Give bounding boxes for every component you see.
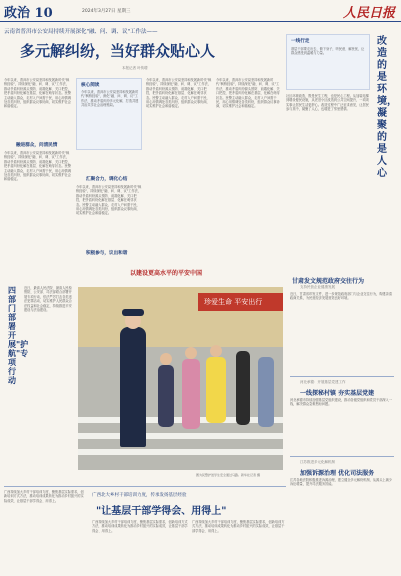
right-lower-body-3: 江苏各地法院积极推进诉源治理，建立健全多元解纷机制，从源头上减少诉讼增量，提升司法服务效能。 xyxy=(290,478,392,487)
masthead xyxy=(0,0,401,22)
right-lower-title-2: 一线探秘村镇 夯实基层党建 xyxy=(300,390,375,397)
issue-date: 2024年3月27日 星期三 xyxy=(82,9,131,14)
right-lower-body-1: 近日，甘肃省印发文件，进一步规范政府部门与企业交往行为，构建亲清政商关系，为民营经济发展营造良好环境。 xyxy=(290,292,392,301)
bottom-left-body: 广西持续加大乡村干部培训力度，聚焦基层实际需求，创新培训方式方法，推动培训成果转化为推动乡村振兴的实际成效，让基层干部学得会、用得上。 xyxy=(4,490,84,503)
photo-sign xyxy=(198,293,283,311)
child-figure-2 xyxy=(182,359,200,429)
bottom-kicker: 广西北大乡村干部培训力度，传承发扬基层经验 xyxy=(92,493,187,498)
line-note-text: 基层干部要走出去，俯下身子，听民意、解民忧，让群众感受到温暖与力量。 xyxy=(291,47,365,56)
right-lower-body-2: 河北承德市持续加强基层党组织建设，推动各级党组织和党员干部深入一线，解决群众急难愁盼问题。 xyxy=(290,398,392,407)
lead-subhead-1: 融进群众，问清民情 xyxy=(16,143,58,148)
right-lower-sub-3: 江苏推进多元化解机制 xyxy=(300,460,335,464)
photo-caption: 图为民警护送学生安全通过马路。新华社记者 摄 xyxy=(196,473,260,477)
column-body: 社区环境改造，既是民生工程，也是民心工程。从加装电梯到增设便民设施，从老旧小区改造到公共空间提升，一项项实事让居民生活更舒心。改造过程中广泛征求意见，让居民参与其中，凝聚了人心，也增进了邻里感情。 xyxy=(286,94,369,112)
photo-sign-text: 珍爱生命 平安出行 xyxy=(204,298,263,306)
bottom-title: "让基层干部学得会、用得上" xyxy=(96,506,227,517)
lead-subhead-2: 汇聚合力，调化心结 xyxy=(86,177,128,182)
officer-figure xyxy=(120,327,146,447)
right-lower-sub-2: 河北承德：开展基层党建工作 xyxy=(300,380,346,384)
right-lower-title-1: 甘肃发文规范政府交往行为 xyxy=(292,278,365,285)
right-lower-title-3: 加强诉源治理 优化司法服务 xyxy=(300,470,375,477)
lead-body-col2: 今年以来，普洱市公安局坚持和发展新时代"枫桥经验"，持续深化"融、问、调、议"工作法，推动矛盾纠纷源头预防、前端化解、关口把控，把矛盾纠纷化解在基层、化解在萌芽状态。民警主动融入群众，走村入户问需于民，用心用情调处各类纠纷，组织群众议事协商，切实维护社会和谐稳定。 xyxy=(76,185,142,216)
core-reading-box xyxy=(76,78,142,150)
line-note-title: 一线行走 xyxy=(291,39,310,44)
lead-subhead-3: 积极参与，议出和谐 xyxy=(86,251,128,256)
divider xyxy=(290,376,394,377)
column-title: 改造的是环境，凝聚的是人心 xyxy=(377,36,397,179)
left-lower-body: 近日，最高人民法院、最高人民检察院、公安部、司法部联合部署开展专项行动，依法严厉打击各类违法犯罪活动，切实维护人民群众合法权益和社会稳定，持续推进平安建设与法治建设。 xyxy=(24,286,72,313)
photo-banner: 以建设更高水平的平安中国 xyxy=(130,270,203,277)
divider-2 xyxy=(290,456,394,457)
lead-body-col1: 今年以来，普洱市公安局坚持和发展新时代"枫桥经验"，持续深化"融、问、调、议"工作法，推动矛盾纠纷源头预防、前端化解、关口把控，把矛盾纠纷化解在基层、化解在萌芽状态。民警主动融入群众，走村入户问需于民，用心用情调处各类纠纷，组织群众议事协商，切实维护社会和谐稳定。 xyxy=(4,78,71,109)
child-figure-3 xyxy=(206,357,226,423)
lead-body-col3: 今年以来，普洱市公安局坚持和发展新时代"枫桥经验"，持续深化"融、问、调、议"工作法，推动矛盾纠纷源头预防、前端化解、关口把控，把矛盾纠纷化解在基层、化解在萌芽状态。民警主动融入群众，走村入户问需于民，用心用情调处各类纠纷，组织群众议事协商，切实维护社会和谐稳定。 xyxy=(146,78,212,109)
bottom-divider xyxy=(4,486,286,487)
core-reading-title: 核心阅读 xyxy=(81,83,100,88)
lead-body-col1b: 今年以来，普洱市公安局坚持和发展新时代"枫桥经验"，持续深化"融、问、调、议"工作法，推动矛盾纠纷源头预防、前端化解、关口把控，把矛盾纠纷化解在基层、化解在萌芽状态。民警主动融入群众，走村入户问需于民，用心用情调处各类纠纷，组织群众议事协商，切实维护社会和谐稳定。 xyxy=(4,151,71,182)
lead-byline: 本报记者 叶传增 xyxy=(122,66,148,70)
section-label: 政治 10 xyxy=(4,6,53,21)
left-lower-title: 四部门部署开展"护航"专项行动 xyxy=(8,285,29,385)
lead-body-col4: 今年以来，普洱市公安局坚持和发展新时代"枫桥经验"，持续深化"融、问、调、议"工作法，推动矛盾纠纷源头预防、前端化解、关口把控，把矛盾纠纷化解在基层、化解在萌芽状态。民警主动融入群众，走村入户问需于民，用心用情调处各类纠纷，组织群众议事协商，切实维护社会和谐稳定。 xyxy=(216,78,280,109)
line-note-box xyxy=(286,34,370,90)
lead-kicker: 云南省普洱市公安局持续开展深化"融、问、调、议"工作法—— xyxy=(4,29,158,35)
bottom-body-col1: 广西持续加大乡村干部培训力度，聚焦基层实际需求，创新培训方式方法，推动培训成果转化为推动乡村振兴的实际成效，让基层干部学得会、用得上。 xyxy=(92,520,188,533)
news-photo xyxy=(78,287,283,470)
newspaper-logo: 人民日报 xyxy=(342,6,395,21)
child-figure xyxy=(158,365,174,427)
right-lower-sub-1: 支持民营企业健康发展 xyxy=(300,285,335,289)
bottom-body-col2: 广西持续加大乡村干部培训力度，聚焦基层实际需求，创新培训方式方法，推动培训成果转化为推动乡村振兴的实际成效，让基层干部学得会、用得上。 xyxy=(192,520,285,533)
core-reading-text: 今年以来，普洱市公安局坚持和发展新时代"枫桥经验"，深化"融、问、调、议"工作法，推动矛盾纠纷多元化解，打造共建共治共享社会治理格局。 xyxy=(81,90,139,108)
lead-title: 多元解纠纷，当好群众贴心人 xyxy=(20,42,216,60)
